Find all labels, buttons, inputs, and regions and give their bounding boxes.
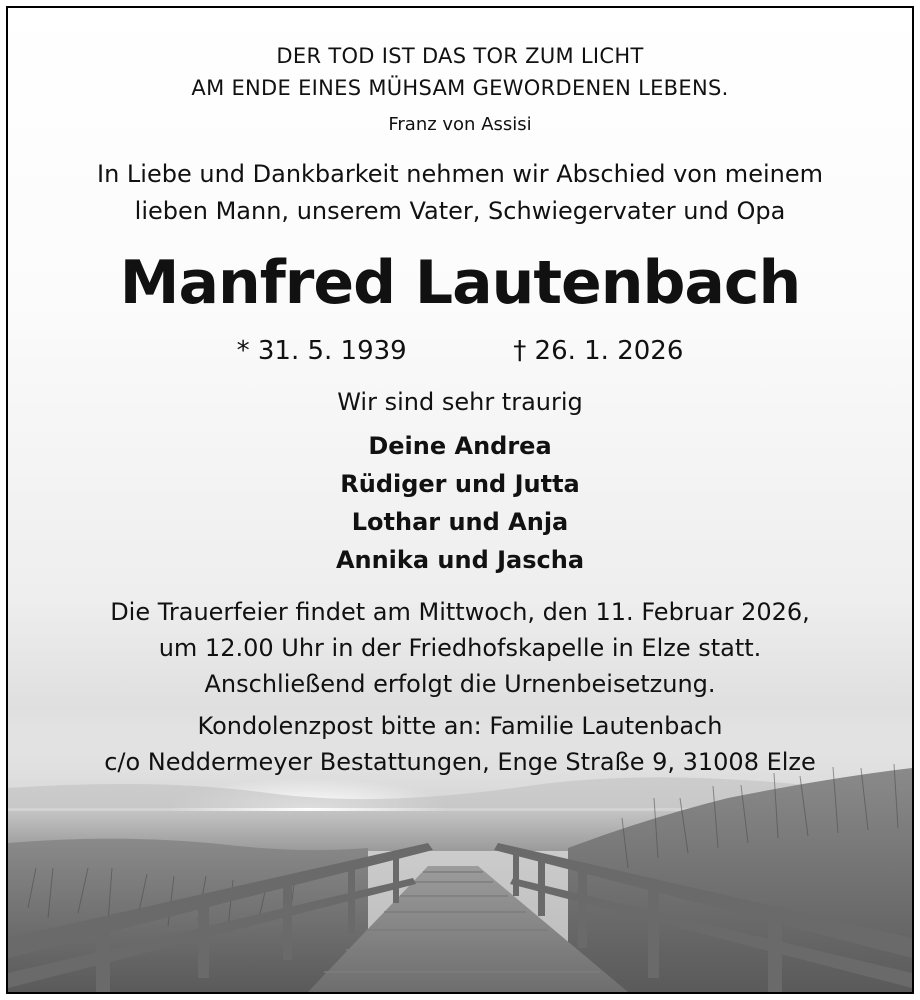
mourner-name: Annika und Jascha <box>335 546 585 574</box>
mourner-name: Lothar und Anja <box>351 508 569 536</box>
ceremony-line-3: Anschließend erfolgt die Urnenbeisetzung. <box>204 670 716 698</box>
intro-line-1: In Liebe und Dankbarkeit nehmen wir Abschied von meinem <box>97 160 823 188</box>
mourners-intro: Wir sind sehr traurig <box>337 388 583 416</box>
mourner-name: Rüdiger und Jutta <box>340 470 580 498</box>
motto-author: Franz von Assisi <box>388 114 532 135</box>
condolence-line-2: c/o Neddermeyer Bestattungen, Enge Straße 9, 31008 Elze <box>104 748 816 776</box>
birth-date: * 31. 5. 1939 <box>236 336 407 366</box>
boardwalk-beach-photo <box>8 8 912 992</box>
ceremony-line-1: Die Trauerfeier findet am Mittwoch, den 11. Februar 2026, <box>110 598 810 626</box>
motto-line-2: AM ENDE EINES MÜHSAM GEWORDENEN LEBENS. <box>191 76 729 100</box>
mourner-name: Deine Andrea <box>368 432 552 460</box>
condolence-line-1: Kondolenzpost bitte an: Familie Lautenbach <box>197 712 723 740</box>
motto-line-1: DER TOD IST DAS TOR ZUM LICHT <box>276 44 644 68</box>
life-dates <box>8 336 912 366</box>
death-date: † 26. 1. 2026 <box>513 336 684 366</box>
obituary-notice <box>6 6 914 994</box>
ceremony-line-2: um 12.00 Uhr in der Friedhofskapelle in Elze statt. <box>158 634 762 662</box>
intro-line-2: lieben Mann, unserem Vater, Schwiegervater und Opa <box>134 197 786 225</box>
deceased-name: Manfred Lautenbach <box>119 248 801 318</box>
